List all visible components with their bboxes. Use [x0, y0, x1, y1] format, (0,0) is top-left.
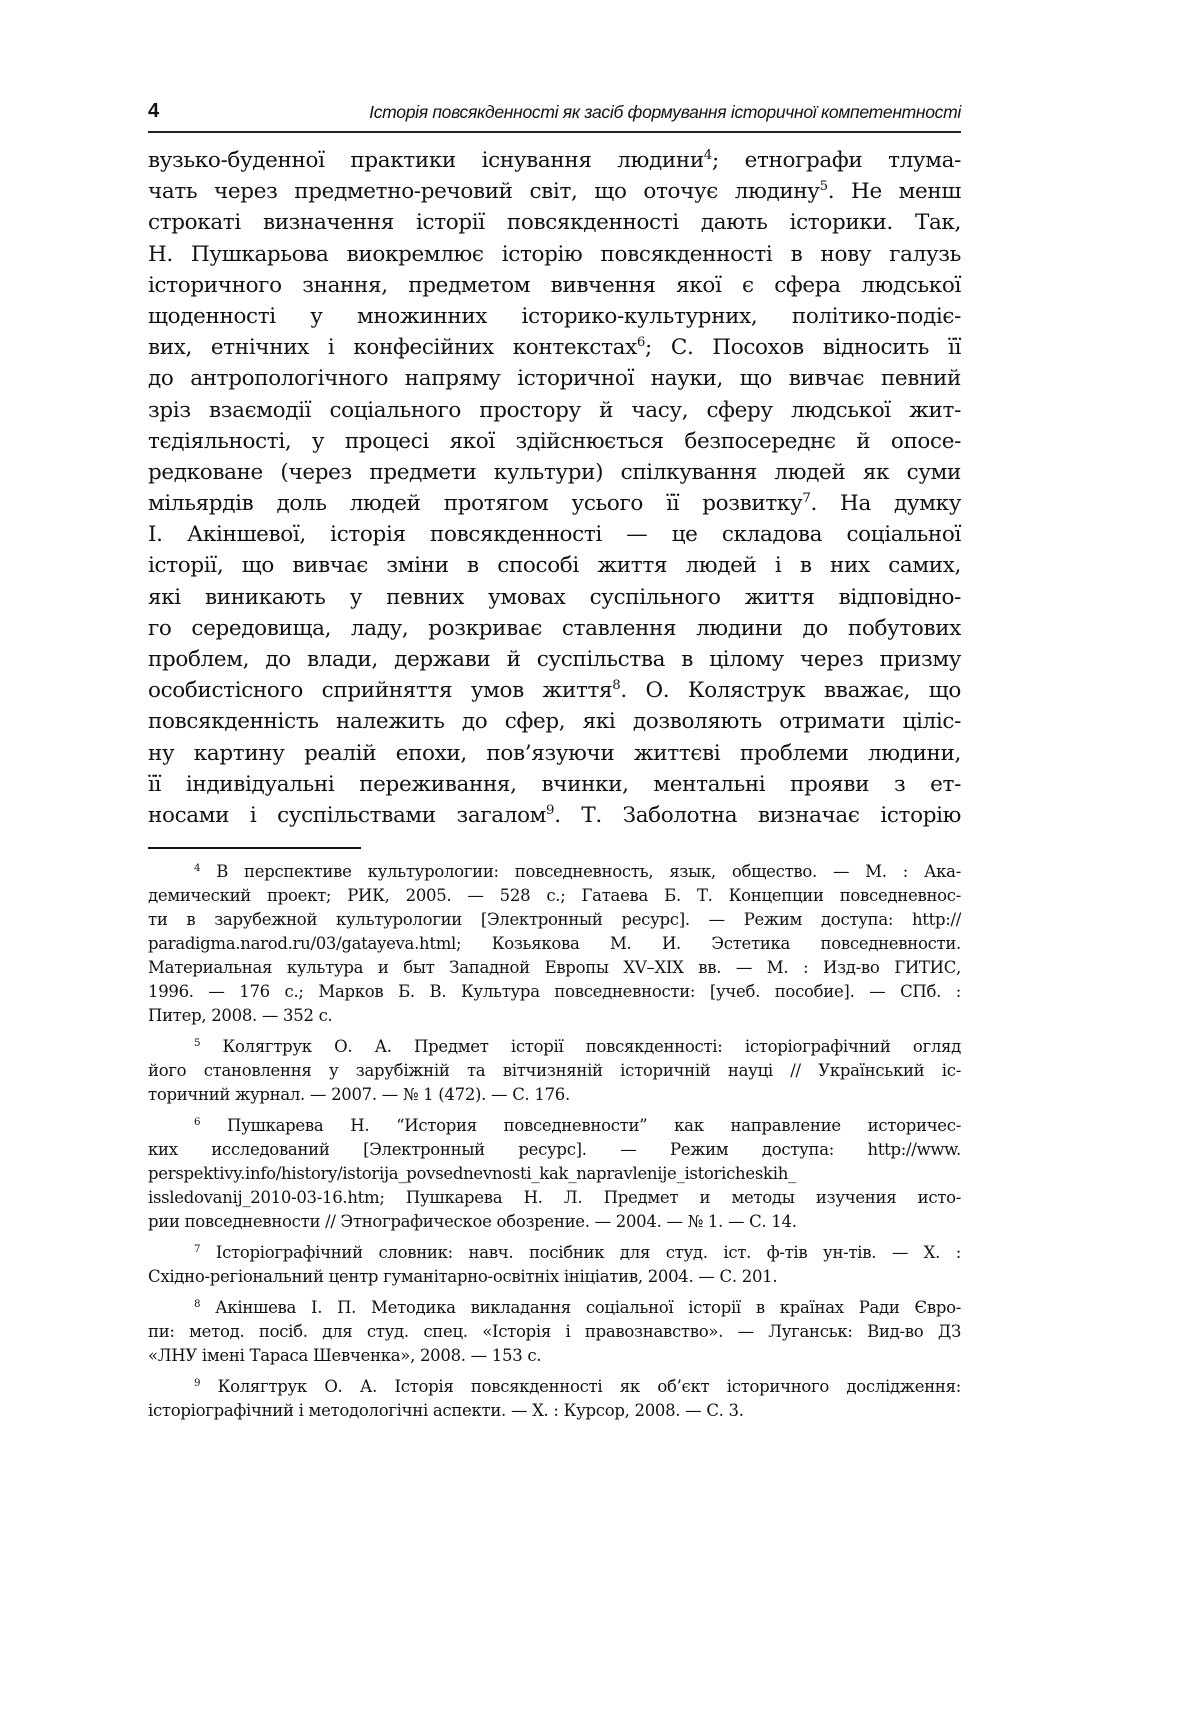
body-line-text: історичного знання, предметом вивчення якої є сфера людської: [148, 272, 961, 298]
footnote-line: [148, 1241, 961, 1265]
body-line: [148, 550, 961, 581]
body-line-text: до антропологічного напряму історичної науки, що вивчає певний: [148, 366, 961, 392]
footnote-text: Колягтрук О. А. Історія повсякденності як об’єкт історичного дослідження:: [217, 1377, 961, 1396]
footnote-line: [148, 1162, 961, 1186]
footnote-text: пи: метод. посіб. для студ. спец. «Історія і правознавство». — Луганськ: Вид-во ДЗ: [148, 1322, 961, 1341]
body-line-text: щоденності у множинних історико-культурних, політико-подіє-: [148, 303, 961, 329]
footnote-line: [148, 1186, 961, 1210]
body-line-text: редковане (через предмети культури) спілкування людей як суми: [148, 459, 961, 485]
footnote-line: [148, 1059, 961, 1083]
footnote-line: [148, 1035, 961, 1059]
footnote: [148, 860, 961, 1028]
footnote-reference[interactable]: 4: [703, 148, 712, 164]
body-line-text: . О. Коляструк вважає, що: [620, 678, 961, 704]
footnote-reference[interactable]: 9: [546, 802, 555, 818]
footnote-line: [148, 1083, 961, 1107]
footnote-line: [148, 1296, 961, 1320]
footnote-text: Колягтрук О. А. Предмет історії повсякденності: історіографічний огляд: [222, 1037, 961, 1056]
footnote-line: [148, 860, 961, 884]
footnote-number: 8: [194, 1298, 201, 1310]
footnotes: [148, 860, 961, 1430]
body-line-text: строкаті визначення історії повсякденності дають історики. Так,: [148, 210, 961, 236]
footnote-reference[interactable]: 8: [612, 678, 621, 694]
footnote-text: 1996. — 176 с.; Марков Б. В. Культура повседневности: [учеб. пособие]. — СПб. :: [148, 982, 961, 1001]
body-line-text: повсякденність належить до сфер, які дозволяють отримати ціліс-: [148, 709, 961, 735]
body-line-text: історії, що вивчає зміни в способі життя людей і в них самих,: [148, 553, 961, 579]
body-line-text: ну картину реалій епохи, пов’язуючи життєві проблеми людини,: [148, 740, 961, 766]
body-line-text: мільярдів доль людей протягом усього її розвитку: [148, 491, 803, 517]
footnote-line: [148, 1210, 961, 1234]
footnote-reference[interactable]: 7: [802, 491, 811, 507]
footnote-line: [148, 1399, 961, 1423]
body-line: [148, 488, 961, 519]
body-line-text: проблем, до влади, держави й суспільства в цілому через призму: [148, 647, 961, 672]
footnote-reference[interactable]: 5: [819, 179, 828, 195]
footnote-text: Історіографічний словник: навч. посібник для студ. іст. ф-тів ун-тів. — Х. :: [215, 1243, 961, 1262]
body-line-text: ; С. Посохов відносить її: [645, 335, 961, 361]
body-line-text: вих, етнічних і конфесійних контекстах: [148, 335, 637, 361]
footnote-text: paradigma.narod.ru/03/gatayeva.html; Козьякова М. И. Эстетика повседневности.: [148, 934, 961, 953]
body-line-text: . Т. Заболотна визначає історію: [554, 802, 961, 828]
footnote-text: історіографічний і методологічні аспекти. — Х. : Курсор, 2008. — С. 3.: [148, 1401, 744, 1420]
body-line: [148, 644, 961, 675]
body-line-text: вузько-буденної практики існування людини: [148, 148, 704, 173]
body-line: [148, 395, 961, 426]
footnote: [148, 1296, 961, 1368]
footnote-number: 9: [194, 1377, 201, 1389]
footnote: [148, 1035, 961, 1107]
footnote-text: ких исследований [Электронный ресурс]. — Режим доступа: http://www.: [148, 1140, 961, 1159]
body-line: [148, 363, 961, 394]
footnote: [148, 1114, 961, 1234]
body-line-text: її індивідуальні переживання, вчинки, ментальні прояви з ет-: [148, 771, 961, 797]
body-line-text: чать через предметно-речовий світ, що оточує людину: [148, 179, 820, 205]
body-line: [148, 769, 961, 800]
body-line: [148, 207, 961, 238]
footnote-line: [148, 1375, 961, 1399]
footnote-number: 7: [194, 1243, 201, 1255]
footnote-text: Східно-регіональний центр гуманітарно-освітніх ініціатив, 2004. — С. 201.: [148, 1267, 778, 1286]
page-number: 4: [148, 100, 160, 122]
footnote-text: Пушкарева Н. “История повседневности” как направление историчес-: [227, 1116, 961, 1135]
body-line: [148, 176, 961, 207]
footnote: [148, 1241, 961, 1289]
footnote-number: 6: [194, 1116, 201, 1128]
footnote-line: [148, 1265, 961, 1289]
footnote-text: демический проект; РИК, 2005. — 528 с.; Гатаева Б. Т. Концепции повседневнос-: [148, 886, 961, 905]
body-line-text: го середовища, ладу, розкриває ставлення людини до побутових: [148, 615, 961, 641]
footnote-text: «ЛНУ імені Тараса Шевченка», 2008. — 153 с.: [148, 1346, 542, 1365]
body-line: [148, 582, 961, 613]
footnote-text: issledovanij_2010-03-16.htm; Пушкарева Н. Л. Предмет и методы изучения исто-: [148, 1188, 961, 1207]
main-paragraph: [148, 145, 961, 831]
body-line-text: . Не менш: [827, 179, 961, 205]
body-line: [148, 426, 961, 457]
body-line: [148, 301, 961, 332]
body-line-text: ; етнографи тлума-: [711, 148, 961, 173]
body-line-text: особистісного сприйняття умов життя: [148, 678, 613, 704]
footnote-line: [148, 1138, 961, 1162]
body-line: [148, 332, 961, 363]
footnote-text: рии повседневности // Этнографическое обозрение. — 2004. — № 1. — С. 14.: [148, 1212, 797, 1231]
footnote-text: торичний журнал. — 2007. — № 1 (472). — С. 176.: [148, 1085, 570, 1104]
body-line: [148, 270, 961, 301]
footnote: [148, 1375, 961, 1423]
body-line-text: І. Акіншевої, історія повсякденності — це складова соціальної: [148, 522, 961, 548]
body-line-text: . На думку: [810, 491, 961, 517]
footnote-line: [148, 980, 961, 1004]
body-line-text: Н. Пушкарьова виокремлює історію повсякденності в нову галузь: [148, 241, 961, 267]
footnote-text: perspektivy.info/history/istorija_povsednevnosti_kak_napravlenije_istoricheskih_: [148, 1164, 796, 1183]
footnote-separator: [148, 847, 361, 849]
footnote-text: Питер, 2008. — 352 с.: [148, 1006, 333, 1025]
body-line: [148, 738, 961, 769]
footnote-number: 4: [194, 862, 201, 874]
footnote-text: Акіншева І. П. Методика викладання соціальної історії в країнах Ради Євро-: [215, 1298, 962, 1317]
running-header: [148, 100, 961, 128]
footnote-reference[interactable]: 6: [636, 335, 646, 351]
running-title: Історія повсякденності як засіб формування історичної компетентності: [369, 102, 961, 122]
body-line-text: зріз взаємодії соціального простору й часу, сферу людської жит-: [148, 397, 961, 423]
footnote-line: [148, 932, 961, 956]
body-line: [148, 519, 961, 550]
body-line: [148, 239, 961, 270]
footnote-text: його становлення у зарубіжній та вітчизняній історичній науці // Український іс-: [148, 1061, 961, 1080]
body-line: [148, 675, 961, 706]
footnote-text: В перспективе культурологии: повседневность, язык, общество. — М. : Ака-: [216, 862, 961, 881]
footnote-number: 5: [194, 1037, 201, 1049]
footnote-line: [148, 1114, 961, 1138]
footnote-line: [148, 1004, 961, 1028]
footnote-line: [148, 956, 961, 980]
body-line-text: які виникають у певних умовах суспільного життя відповідно-: [148, 584, 961, 610]
footnote-line: [148, 1320, 961, 1344]
body-line-text: носами і суспільствами загалом: [148, 802, 547, 828]
footnote-line: [148, 1344, 961, 1368]
body-line: [148, 800, 961, 831]
body-line: [148, 613, 961, 644]
body-line: [148, 457, 961, 488]
body-line: [148, 145, 961, 176]
footnote-text: ти в зарубежной культурологии [Электронный ресурс]. — Режим доступа: http://: [148, 910, 961, 929]
body-line-text: тєдіяльності, у процесі якої здійснюється безпосереднє й опосе-: [148, 428, 961, 454]
body-line: [148, 706, 961, 737]
footnote-text: Материальная культура и быт Западной Европы XV–XIX вв. — М. : Изд-во ГИТИС,: [148, 958, 961, 977]
footnote-line: [148, 884, 961, 908]
header-rule: [148, 131, 961, 133]
footnote-line: [148, 908, 961, 932]
